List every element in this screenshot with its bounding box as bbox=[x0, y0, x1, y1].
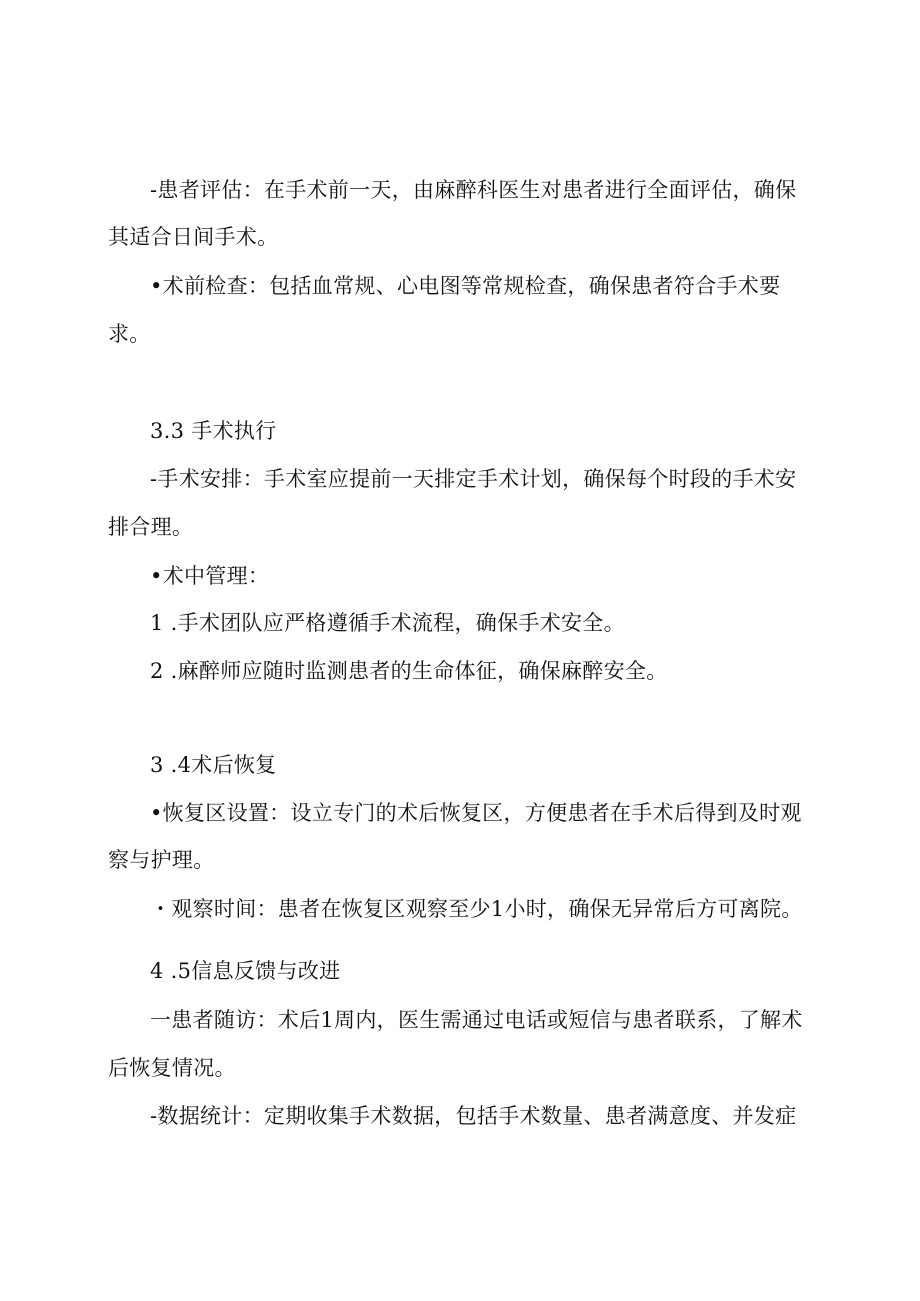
paragraph-line: ・观察时间：患者在恢复区观察至少1小时，确保无异常后方可离院。 bbox=[150, 897, 803, 921]
paragraph-line: 求。 bbox=[108, 322, 151, 346]
section-heading: 4 .5信息反馈与改进 bbox=[150, 959, 341, 983]
section-heading: 3 .4术后恢复 bbox=[150, 753, 277, 777]
paragraph-line: 察与护理。 bbox=[108, 848, 215, 872]
paragraph-line: •术前检查：包括血常规、心电图等常规检查，确保患者符合手术要 bbox=[150, 274, 781, 298]
paragraph-line: 一患者随访：术后1周内，医生需通过电话或短信与患者联系，了解术 bbox=[150, 1008, 803, 1032]
paragraph-line: 排合理。 bbox=[108, 515, 194, 539]
paragraph-line: -手术安排：手术室应提前一天排定手术计划，确保每个时段的手术安 bbox=[150, 467, 797, 491]
list-item: 2 .麻醉师应随时监测患者的生命体征，确保麻醉安全。 bbox=[150, 659, 668, 683]
paragraph-line: •恢复区设置：设立专门的术后恢复区，方便患者在手术后得到及时观 bbox=[150, 801, 802, 825]
paragraph-line: 后恢复情况。 bbox=[108, 1056, 236, 1080]
paragraph-line: -数据统计：定期收集手术数据，包括手术数量、患者满意度、并发症 bbox=[150, 1104, 797, 1128]
paragraph-line: -患者评估：在手术前一天，由麻醉科医生对患者进行全面评估，确保 bbox=[150, 178, 797, 202]
section-heading: 3.3 手术执行 bbox=[150, 419, 277, 443]
paragraph-line: 其适合日间手术。 bbox=[108, 225, 279, 249]
list-item: 1 .手术团队应严格遵循手术流程，确保手术安全。 bbox=[150, 611, 625, 635]
paragraph-line: •术中管理： bbox=[150, 564, 270, 588]
